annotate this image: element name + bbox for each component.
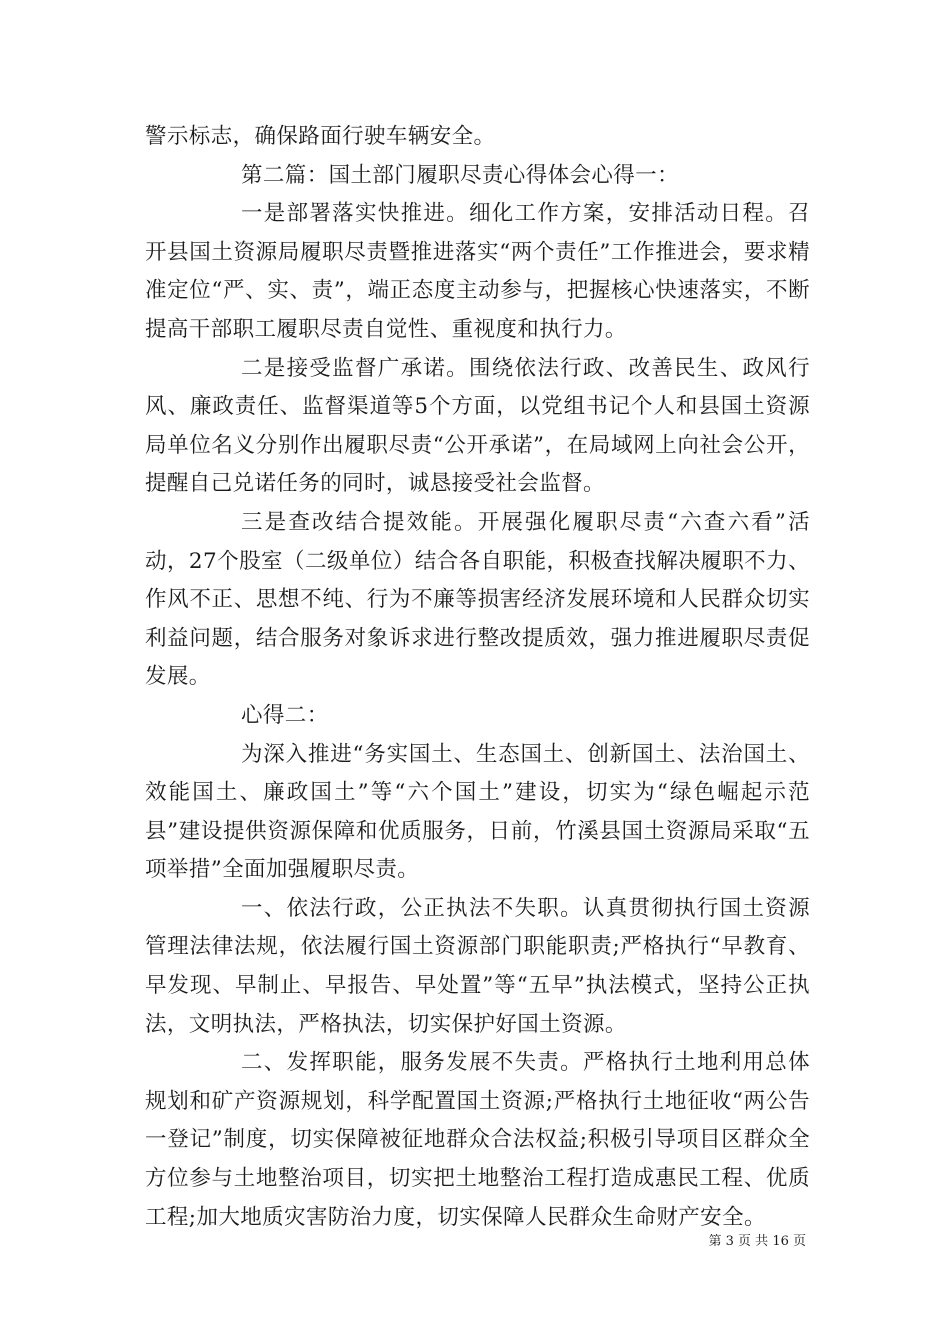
paragraph-measure-two: 二、发挥职能，服务发展不失责。严格执行土地利用总体规划和矿产资源规划，科学配置国土资源;严格执行土地征收“两公告一登记”制度，切实保障被征地群众合法权益;积极引导项目区群众全方位参与土地整治项目，切实把土地整治工程打造成惠民工程、优质工程;加大地质灾害防治力度，切实保障人民群众生命财产安全。 — [145, 1050, 810, 1230]
paragraph-intro: 为深入推进“务实国土、生态国土、创新国土、法治国土、效能国土、廉政国土”等“六个国土”建设，切实为“绿色崛起示范县”建设提供资源保障和优质服务，日前，竹溪县国土资源局采取“五项举措”全面加强履职尽责。 — [145, 741, 810, 883]
section-heading: 第二篇：国土部门履职尽责心得体会心得一： — [241, 162, 680, 188]
paragraph-continuation: 警示标志，确保路面行驶车辆安全。 — [145, 124, 496, 149]
subsection-heading: 心得二： — [241, 702, 329, 728]
paragraph-point-two: 二是接受监督广承诺。围绕依法行政、改善民生、政风行风、廉政责任、监督渠道等5个方面，以党组书记个人和县国土资源局单位名义分别作出履职尽责“公开承诺”，在局域网上向社会公开，提醒自己兑诺任务的同时，诚恳接受社会监督。 — [145, 355, 810, 497]
page-number-footer: 第 3 页 共 16 页 — [708, 1234, 806, 1249]
paragraph-point-one: 一是部署落实快推进。细化工作方案，安排活动日程。召开县国土资源局履职尽责暨推进落实“两个责任”工作推进会，要求精准定位“严、实、责”，端正态度主动参与，把握核心快速落实，不断提高干部职工履职尽责自觉性、重视度和执行力。 — [145, 201, 810, 342]
paragraph-measure-one: 一、依法行政，公正执法不失职。认真贯彻执行国土资源管理法律法规，依法履行国土资源部门职能职责;严格执行“早教育、早发现、早制止、早报告、早处置”等“五早”执法模式，坚持公正执法，文明执法，严格执法，切实保护好国土资源。 — [145, 895, 810, 1037]
paragraph-point-three: 三是查改结合提效能。开展强化履职尽责“六查六看”活动，27个股室（二级单位）结合各自职能，积极查找解决履职不力、作风不正、思想不纯、行为不廉等损害经济发展环境和人民群众切实利益问题，结合服务对象诉求进行整改提质效，强力推进履职尽责促发展。 — [145, 509, 810, 690]
document-body — [145, 118, 810, 1237]
